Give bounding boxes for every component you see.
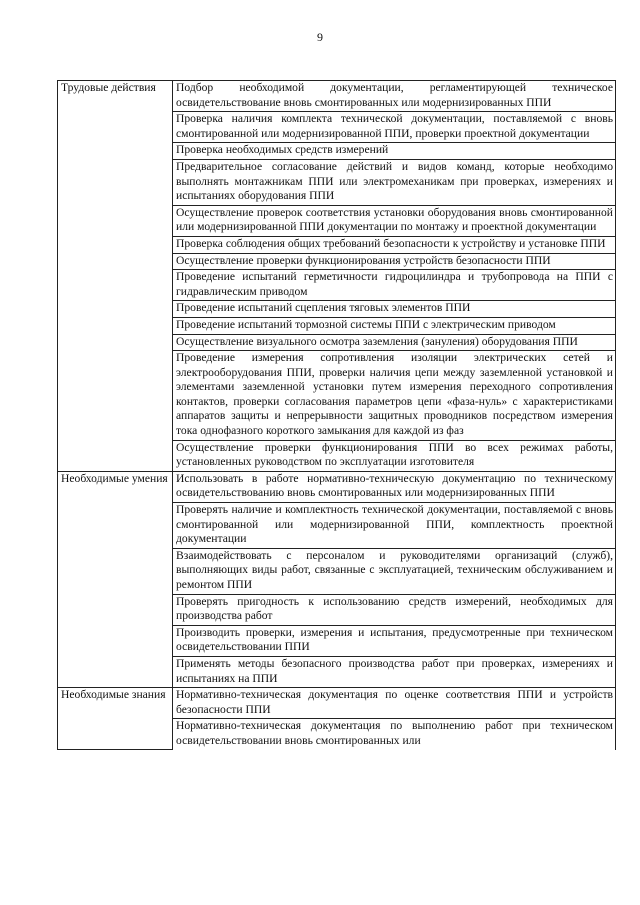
- section-item: Проведение испытаний сцепления тяговых элементов ППИ: [173, 301, 616, 318]
- section-item: Проверять пригодность к использованию средств измерений, необходимых для производства работ: [173, 594, 616, 625]
- competency-table: [57, 80, 616, 750]
- section-label: Необходимые умения: [58, 471, 173, 687]
- section-item: Проверка необходимых средств измерений: [173, 143, 616, 160]
- section-item: Осуществление визуального осмотра заземления (зануления) оборудования ППИ: [173, 334, 616, 351]
- table-row: [58, 471, 616, 502]
- section-item: Проверка наличия комплекта технической документации, поставляемой с вновь смонтированной или модернизированной ППИ, проверки проектной документации: [173, 112, 616, 143]
- page-number: 9: [317, 30, 323, 44]
- section-item: Проверять наличие и комплектность технической документации, поставляемой с вновь смонтированной или модернизированной ППИ, комплектность проектной документации: [173, 503, 616, 549]
- section-item: Проверка соблюдения общих требований безопасности к устройству и установке ППИ: [173, 236, 616, 253]
- section-item: Нормативно-техническая документация по оценке соответствия ППИ и устройств безопасности ППИ: [173, 688, 616, 719]
- section-item: Осуществление проверки функционирования устройств безопасности ППИ: [173, 253, 616, 270]
- section-item: Использовать в работе нормативно-техническую документацию по техническому освидетельствованию вновь смонтированных или модернизированных ППИ: [173, 471, 616, 502]
- section-item: Предварительное согласование действий и видов команд, которые необходимо выполнять монтажникам ППИ или электромеханикам при проверках, измерениях и испытаниях оборудования ППИ: [173, 159, 616, 205]
- table-row: [58, 688, 616, 719]
- section-item: Проведение испытаний герметичности гидроцилиндра и трубопровода на ППИ с гидравлическим приводом: [173, 270, 616, 301]
- table-row: [58, 81, 616, 112]
- section-item: Подбор необходимой документации, регламентирующей техническое освидетельствование вновь смонтированных или модернизированных ППИ: [173, 81, 616, 112]
- section-item: Производить проверки, измерения и испытания, предусмотренные при техническом освидетельствовании ППИ: [173, 625, 616, 656]
- section-item: Нормативно-техническая документация по выполнению работ при техническом освидетельствовании вновь смонтированных или: [173, 719, 616, 750]
- section-item: Осуществление проверок соответствия установки оборудования вновь смонтированной или модернизированной ППИ документации по монтажу и проектной документации: [173, 205, 616, 236]
- section-item: Применять методы безопасного производства работ при проверках, измерениях и испытаниях на ППИ: [173, 656, 616, 687]
- section-item: Осуществление проверки функционирования ППИ во всех режимах работы, установленных руководством по эксплуатации изготовителя: [173, 440, 616, 471]
- section-label: Трудовые действия: [58, 81, 173, 472]
- section-item: Проведение измерения сопротивления изоляции электрических сетей и электрооборудования ППИ, проверки наличия цепи между заземленной установкой и элементами заземленной установки путем измерения переходного сопротивления контактов, проверки согласования параметров цепи «фаза-нуль» с характеристиками аппаратов защиты и непрерывности защитных проводников посредством измерения тока однофазного короткого замыкания для каждой из фаз: [173, 351, 616, 441]
- section-item: Взаимодействовать с персоналом и руководителями организаций (служб), выполняющих виды работ, связанные с эксплуатацией, техническим обслуживанием и ремонтом ППИ: [173, 548, 616, 594]
- section-label: Необходимые знания: [58, 688, 173, 750]
- section-item: Проведение испытаний тормозной системы ППИ с электрическим приводом: [173, 317, 616, 334]
